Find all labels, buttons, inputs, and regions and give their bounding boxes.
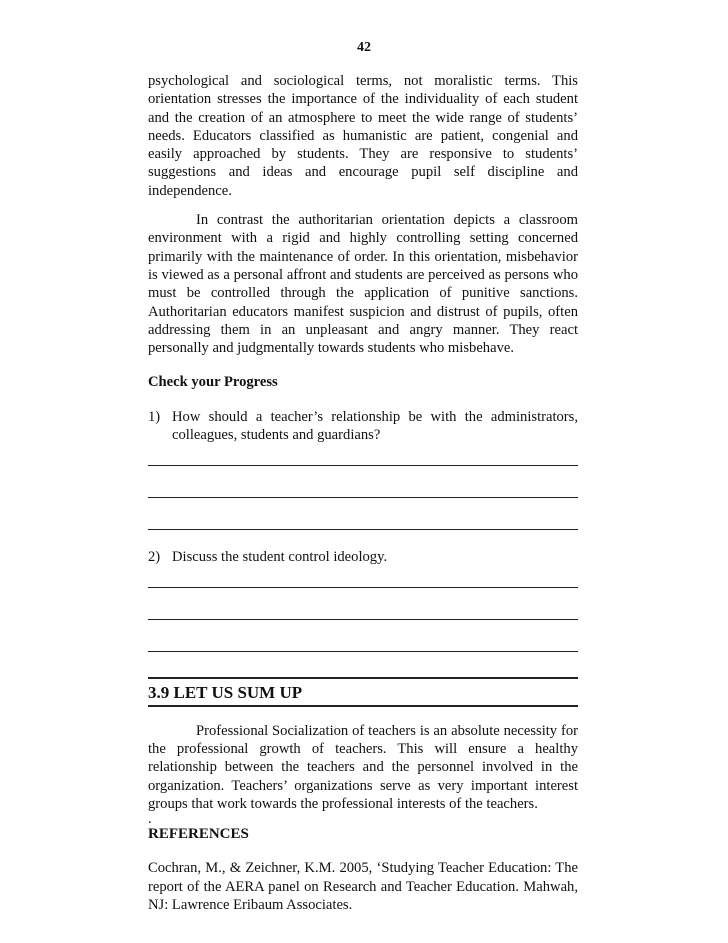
question-number: 2) — [148, 549, 161, 566]
question-text: How should a teacher’s relationship be with the administrators, colleagues, students and guardians? — [172, 408, 578, 444]
section-heading: 3.9 LET US SUM UP — [148, 677, 578, 707]
check-progress-heading: Check your Progress — [148, 374, 278, 391]
question-text: Discuss the student control ideology. — [172, 549, 388, 566]
stray-mark: . — [148, 811, 152, 828]
references-heading: REFERENCES — [148, 826, 249, 843]
page-number: 42 — [357, 40, 371, 55]
question-2 — [148, 548, 578, 566]
reference-entry: Cochran, M., & Zeichner, K.M. 2005, ‘Studying Teacher Education: The report of the AERA panel on Research and Teacher Education. Mahwah, NJ: Lawrence Eribaum Associates. — [148, 860, 578, 914]
question-number: 1) — [148, 408, 161, 425]
page-content — [148, 72, 578, 914]
summary-paragraph: Professional Socialization of teachers is an absolute necessity for the professional growth of teachers. This will ensure a healthy relationship between the teachers and the personnel involved in the organization. Teachers’ organizations serve as very important interest groups that work towards the professional interests of the teachers. — [148, 722, 578, 812]
paragraph-humanistic: psychological and sociological terms, not moralistic terms. This orientation stresses the importance of the individuality of each student and the creation of an atmosphere to meet the wide range of students’ needs. Educators classified as humanistic are patient, congenial and easily approached by students. They are responsive to students’ suggestions and ideas and encourage pupil self discipline and independence. — [148, 73, 578, 199]
question-1 — [148, 408, 578, 445]
paragraph-authoritarian: In contrast the authoritarian orientation depicts a classroom environment with a rigid and highly controlling setting concerned primarily with the maintenance of order. In this orientation, misbehavior is viewed as a personal affront and students are perceived as persons who must be controlled through the application of punitive sanctions. Authoritarian educators manifest suspicion and distrust of pupils, often addressing them in an unpleasant and angry manner. They react personally and judgmentally towards students who misbehave. — [148, 212, 578, 357]
